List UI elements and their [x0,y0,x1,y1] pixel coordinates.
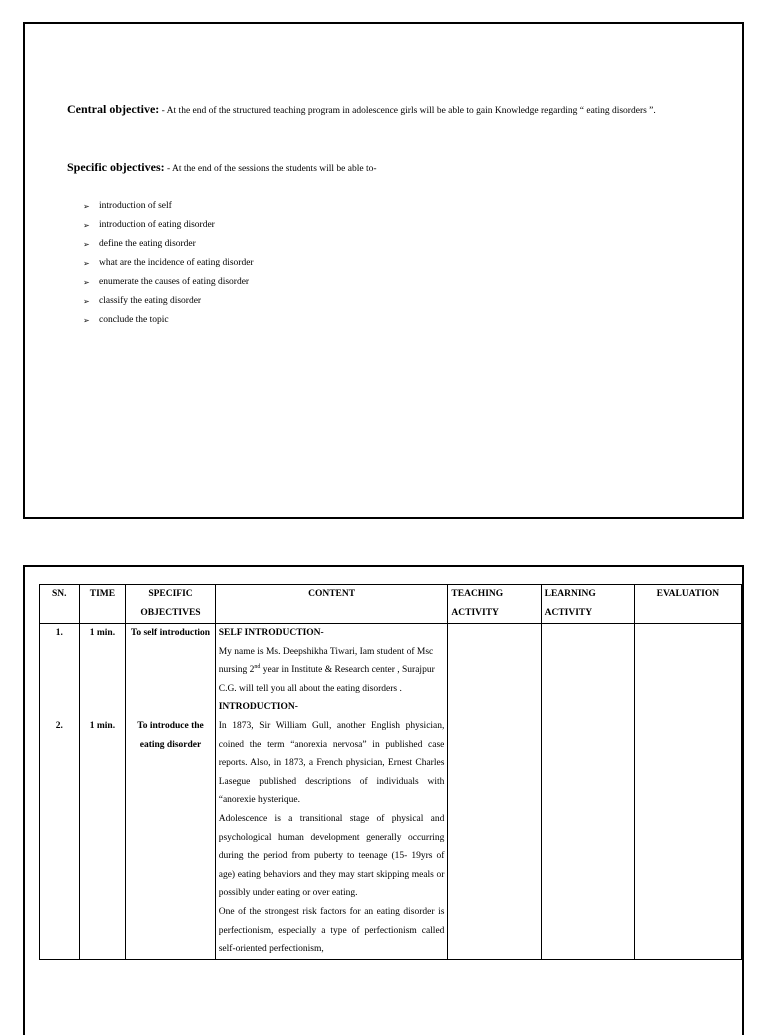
column-header-learning: LEARNING ACTIVITY [541,585,634,624]
column-header-time: TIME [79,585,126,624]
list-item [83,235,254,254]
row-2-time: 1 min. [89,720,116,731]
row-1-time: 1 min. [89,628,116,638]
row-1-sn: 1. [55,628,63,638]
objective-text: classify the eating disorder [99,296,202,306]
teaching-activity-cell [448,624,541,960]
arrowhead-bullet-icon: ➢ [83,259,90,268]
content-paragraph: In 1873, Sir William Gull, another English physician, coined the term “anorexia nervosa” in published case reports. Also, in 1873, a French physician, Ernest Charles Lasegue published descriptions of individuals with “anorexie hysterique. [218,720,445,806]
objectives-list [83,197,254,330]
content-paragraph: Adolescence is a transitional stage of physical and psychological human development generally occurring during the period from puberty to teenage (15- 19yrs of age) eating behaviors and they may start skipping meals or possibly under eating or over eating. [218,813,445,899]
column-header-teaching: TEACHING ACTIVITY [448,585,541,624]
list-item [83,216,254,235]
evaluation-cell [634,624,741,960]
objective-text: define the eating disorder [99,239,196,249]
column-header-objectives: SPECIFIC OBJECTIVES [126,585,215,624]
specific-objectives-heading: Specific objectives: [67,160,165,174]
objectives-page [23,22,744,519]
specific-objectives-text: - At the end of the sessions the students will be able to- [164,164,377,174]
row-1-content-text: My name is Ms. Deepshikha Tiwari, Iam student of Msc nursing 2nd year in Institute & Research center , Surajpur C.G. will tell you all about the eating disorders . [218,646,435,694]
arrowhead-bullet-icon: ➢ [83,202,90,211]
row-1-content-title: SELF INTRODUCTION- [218,628,324,638]
content-cell [215,624,448,960]
list-item [83,273,254,292]
column-header-content: CONTENT [215,585,448,624]
learning-activity-cell [541,624,634,960]
time-cell [79,624,126,960]
column-header-sn: SN. [40,585,80,624]
objective-text: conclude the topic [99,315,169,325]
objective-cell [126,624,215,960]
arrowhead-bullet-icon: ➢ [83,297,90,306]
content-paragraph: One of the strongest risk factors for an eating disorder is perfectionism, especially a type of perfectionism called self-oriented perfectionism, [218,906,445,955]
objective-text: introduction of eating disorder [99,220,215,230]
lesson-plan-page [23,565,744,1035]
objective-text: what are the incidence of eating disorder [99,258,254,268]
list-item [83,197,254,216]
central-objective-text: - At the end of the structured teaching program in adolescence girls will be able to gain Knowledge regarding “ eating disorders ”. [159,106,656,116]
list-item [83,254,254,273]
row-2-content-title: INTRODUCTION- [218,702,298,713]
objective-text: enumerate the causes of eating disorder [99,277,250,287]
sn-cell [40,624,80,960]
arrowhead-bullet-icon: ➢ [83,278,90,287]
column-header-evaluation: EVALUATION [634,585,741,624]
central-objective-heading: Central objective: [67,102,160,116]
list-item [83,292,254,311]
arrowhead-bullet-icon: ➢ [83,221,90,230]
table-row [40,624,742,960]
row-1-objective: To self introduction [130,628,211,638]
specific-objectives [67,154,707,182]
list-item [83,311,254,330]
arrowhead-bullet-icon: ➢ [83,240,90,249]
table-header-row [40,585,742,624]
row-2-objective: To introduce the eating disorder [137,721,204,750]
central-objective [67,96,707,124]
objective-text: introduction of self [99,201,172,211]
arrowhead-bullet-icon: ➢ [83,316,90,325]
row-2-sn: 2. [55,720,63,731]
lesson-plan-table [39,584,742,960]
